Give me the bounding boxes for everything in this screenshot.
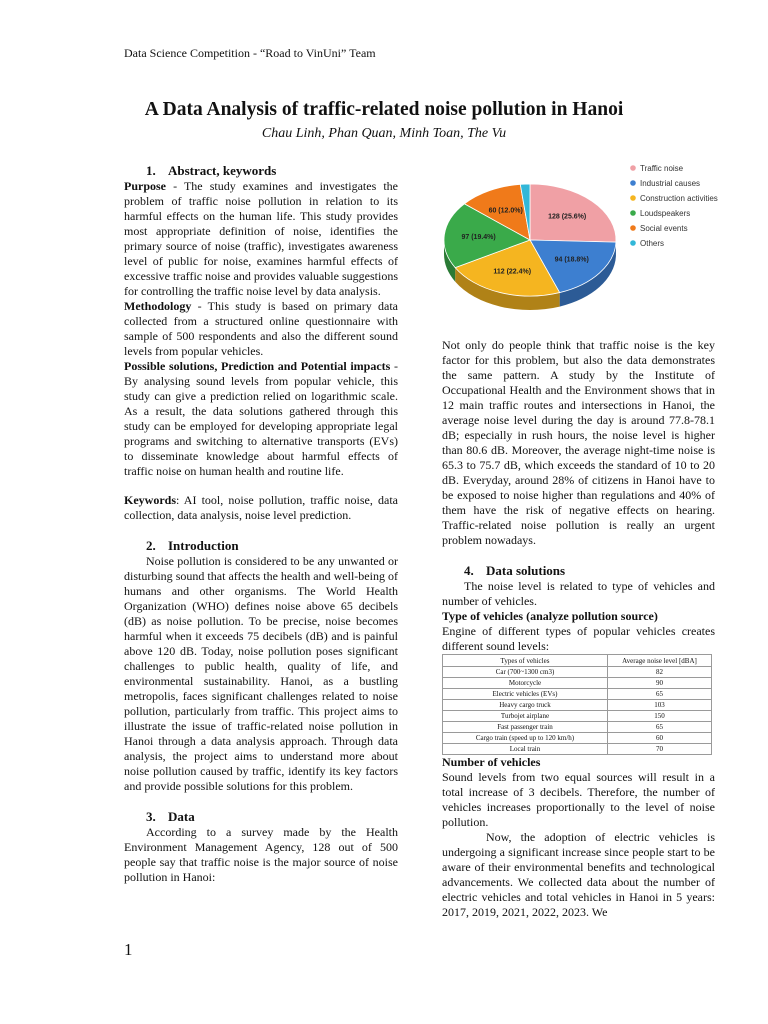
table-row bbox=[443, 733, 712, 744]
vehicle-type-cell: Cargo train (speed up to 120 km/h) bbox=[443, 733, 608, 744]
table-row bbox=[443, 700, 712, 711]
noise-level-cell: 90 bbox=[608, 678, 712, 689]
table-row bbox=[443, 678, 712, 689]
vehicle-type-cell: Local train bbox=[443, 744, 608, 755]
legend-label-4: Social events bbox=[640, 224, 688, 233]
subheading-type-of-vehicles: Type of vehicles (analyze pollution source) bbox=[442, 609, 658, 623]
data-continued-paragraph: Not only do people think that traffic noise is the key factor for this problem, but also the data demonstrates the same pattern. A study by the Institute of Occupational Health and the Environment shows that in 12 main traffic routes and intersections in Hanoi, the average noise level during the day is around 77.8-78.1 dB; especially in rush hours, the noise level is higher than 80.6 dB. Moreover, the average night-time noise is 65.3 to 75.7 dB, which exceeds the standard of 10 to 20 dB. Everyday, around 28% of citizens in Hanoi have to be exposed to noise higher than regulations and 40% of them have the risk of negative effects on hearing. Traffic-related noise pollution is really an urgent problem nowadays. bbox=[442, 338, 715, 547]
legend-label-1: Industrial causes bbox=[640, 179, 701, 188]
type-of-vehicles-text: Engine of different types of popular vehicles creates different sound levels: bbox=[442, 624, 715, 653]
table-header-cell: Average noise level [dBA] bbox=[608, 655, 712, 667]
section-2-heading bbox=[124, 538, 398, 554]
table-row bbox=[443, 667, 712, 678]
section-title: Introduction bbox=[168, 538, 239, 553]
left-column bbox=[124, 163, 398, 885]
paper-title: A Data Analysis of traffic-related noise pollution in Hanoi bbox=[144, 99, 624, 120]
noise-level-cell: 150 bbox=[608, 711, 712, 722]
noise-level-cell: 65 bbox=[608, 689, 712, 700]
number-of-vehicles-text: Sound levels from two equal sources will result in a total increase of 3 decibels. Therefore, the number of vehicles increases proportionally to the level of noise pollution. bbox=[442, 770, 715, 829]
legend-label-5: Others bbox=[640, 239, 665, 248]
table-row bbox=[443, 689, 712, 700]
keywords-text: : AI tool, noise pollution, traffic noise, data collection, data analysis, noise level prediction. bbox=[124, 493, 398, 522]
vehicle-type-cell: Turbojet airplane bbox=[443, 711, 608, 722]
legend-marker-4 bbox=[630, 225, 636, 231]
section-1-heading bbox=[124, 163, 398, 179]
methodology-paragraph bbox=[124, 299, 398, 359]
legend-marker-2 bbox=[630, 195, 636, 201]
keywords-paragraph bbox=[124, 493, 398, 523]
legend-marker-3 bbox=[630, 210, 636, 216]
vehicle-type-cell: Electric vehicles (EVs) bbox=[443, 689, 608, 700]
right-column bbox=[442, 338, 715, 920]
purpose-label: Purpose bbox=[124, 179, 166, 193]
authors: Chau Linh, Phan Quan, Minh Toan, The Vu bbox=[261, 126, 507, 141]
legend-marker-5 bbox=[630, 240, 636, 246]
vehicle-type-cell: Car (700~1300 cm3) bbox=[443, 667, 608, 678]
running-header: Data Science Competition - “Road to VinUni” Team bbox=[124, 46, 376, 60]
legend-marker-1 bbox=[630, 180, 636, 186]
section-4-heading bbox=[442, 563, 715, 579]
legend-label-0: Traffic noise bbox=[640, 164, 684, 173]
vehicle-type-cell: Motorcycle bbox=[443, 678, 608, 689]
section-title: Data bbox=[168, 809, 195, 824]
purpose-text: - The study examines and investigates the problem of traffic noise pollution in relation to its harmful effects on the human life. This study provides most appropriate definition of noise, identifies the primary source of noise (traffic), investigates awareness level of public for noise, examines harmful effects of excessive traffic noise and provides valuable suggestions for controlling the traffic noise level by data analysis. bbox=[124, 179, 398, 298]
vehicle-noise-table bbox=[442, 654, 712, 755]
vehicle-type-cell: Fast passenger train bbox=[443, 722, 608, 733]
noise-source-pie-chart bbox=[442, 160, 732, 330]
solutions-paragraph bbox=[124, 359, 398, 479]
data-paragraph: According to a survey made by the Health Environment Management Agency, 128 out of 500 people say that traffic noise is the major source of noise pollution in Hanoi: bbox=[124, 825, 398, 884]
pie-data-label-2: 112 (22.4%) bbox=[493, 268, 532, 276]
section-title: Data solutions bbox=[486, 563, 566, 578]
table-row bbox=[443, 744, 712, 755]
pie-data-label-4: 60 (12.0%) bbox=[488, 207, 523, 215]
vehicle-type-cell: Heavy cargo truck bbox=[443, 700, 608, 711]
table-row bbox=[443, 711, 712, 722]
section-number: 3. bbox=[146, 809, 156, 824]
section-title: Abstract, keywords bbox=[168, 163, 277, 178]
legend-label-2: Construction activities bbox=[640, 194, 718, 203]
noise-level-cell: 65 bbox=[608, 722, 712, 733]
table-row bbox=[443, 722, 712, 733]
ev-adoption-paragraph: Now, the adoption of electric vehicles is undergoing a significant increase since people start to be aware of their environmental benefits and technological advancements. We collected data about the number of electric vehicles and total vehicles in Hanoi in 5 years: 2017, 2019, 2021, 2022, 2023. We bbox=[442, 830, 715, 919]
subheading-number-of-vehicles: Number of vehicles bbox=[442, 755, 541, 769]
section-3-heading bbox=[124, 809, 398, 825]
noise-level-cell: 60 bbox=[608, 733, 712, 744]
section-number: 4. bbox=[464, 563, 474, 578]
table-header-row bbox=[443, 655, 712, 667]
table-header-cell: Types of vehicles bbox=[443, 655, 608, 667]
data-solutions-intro: The noise level is related to type of vehicles and number of vehicles. bbox=[442, 579, 715, 608]
methodology-label: Methodology bbox=[124, 299, 192, 313]
pie-data-label-0: 128 (25.6%) bbox=[548, 213, 587, 221]
noise-level-cell: 103 bbox=[608, 700, 712, 711]
methodology-text: - This study is based on primary data collected from a structured online questionnaire with sample of 500 respondents and also the different sound levels from popular vehicles. bbox=[124, 299, 398, 358]
page-number: 1 bbox=[124, 940, 133, 959]
legend-label-3: Loudspeakers bbox=[640, 209, 691, 218]
section-number: 1. bbox=[146, 163, 156, 178]
section-number: 2. bbox=[146, 538, 156, 553]
keywords-label: Keywords bbox=[124, 493, 176, 507]
introduction-paragraph: Noise pollution is considered to be any unwanted or disturbing sound that affects the health and well-being of humans and other organisms. The World Health Organization (WHO) defines noise above 65 decibels (dB) as noise pollution. To be precise, noise becomes harmful when it exceeds 75 decibels (dB) and is painful above 120 dB. Today, noise pollution poses significant challenges to public health, quality of life, and environmental sustainability. Hanoi, as a bustling metropolis, faces significant challenges related to noise pollution, particularly from traffic. This project aims to illustrate the issue of traffic-related noise pollution in Hanoi through a data analysis approach. Through data analysis, the project aims to understand more about noise pollution caused by traffic, identify its key factors and provide possible solutions for this problem. bbox=[124, 554, 398, 793]
pie-chart-svg bbox=[442, 160, 732, 330]
solutions-label: Possible solutions, Prediction and Potential impacts bbox=[124, 359, 391, 373]
legend-marker-0 bbox=[630, 165, 636, 171]
pie-data-label-3: 97 (19.4%) bbox=[461, 233, 496, 241]
solutions-text: - By analysing sound levels from popular vehicle, this study can give a prediction relied on logarithmic scale. As a result, the data solutions gathered through this study can be employed for developing appropriate legal programs and switching to alternative transports (EVs) to disseminate knowledge about harmful effects of traffic noise on human health and routine life. bbox=[124, 359, 398, 478]
noise-level-cell: 82 bbox=[608, 667, 712, 678]
pie-data-label-1: 94 (18.8%) bbox=[554, 256, 589, 264]
noise-level-cell: 70 bbox=[608, 744, 712, 755]
purpose-paragraph bbox=[124, 179, 398, 299]
